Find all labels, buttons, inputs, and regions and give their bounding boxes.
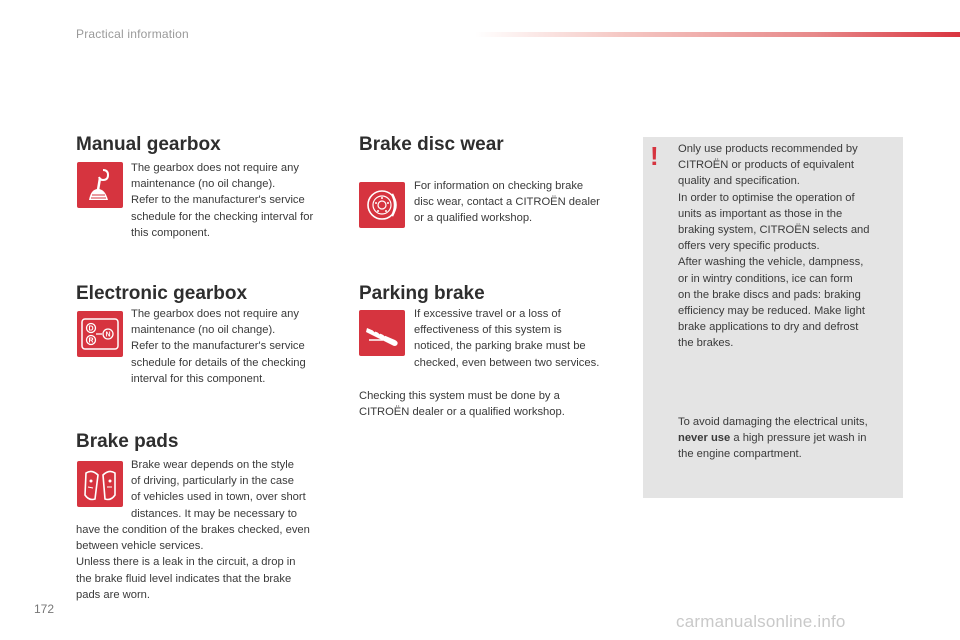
watermark: carmanualsonline.info xyxy=(676,612,846,631)
brake-pads-text-indented xyxy=(131,457,306,522)
text-line: this component. xyxy=(131,226,210,239)
gear-selector-icon xyxy=(77,311,123,357)
gear-letter-r: R xyxy=(88,337,94,345)
text-line: the engine compartment. xyxy=(678,448,802,461)
text-line: The gearbox does not require any xyxy=(131,308,299,320)
text-line: Refer to the manufacturer's service xyxy=(131,340,305,353)
text-line: brake applications to dry and defrost xyxy=(678,321,859,334)
parking-brake-title: Parking brake xyxy=(359,283,485,304)
text-line: of vehicles used in town, over short xyxy=(131,491,306,504)
text-line: maintenance (no oil change). xyxy=(131,178,276,191)
text-line: effectiveness of this system is xyxy=(414,324,562,337)
text-line: schedule for the checking interval for xyxy=(131,210,314,223)
brake-disc-wear-title: Brake disc wear xyxy=(359,134,504,155)
text-line: on the brake discs and pads: braking xyxy=(678,288,861,301)
text-line: have the condition of the brakes checked, even xyxy=(76,524,310,536)
text-line: Refer to the manufacturer's service xyxy=(131,194,305,207)
gear-letter-n: N xyxy=(105,331,111,339)
text-line: To avoid damaging the electrical units, xyxy=(678,416,868,428)
text-line: After washing the vehicle, dampness, xyxy=(678,256,864,269)
text-line: CITROËN dealer or a qualified workshop. xyxy=(359,406,565,419)
text-line: the brakes. xyxy=(678,337,734,350)
warning-exclamation-icon: ! xyxy=(650,141,659,171)
text-line: units as important as those in the xyxy=(678,207,843,220)
page-number: 172 xyxy=(34,602,55,616)
text-line: Unless there is a leak in the circuit, a drop in xyxy=(76,556,296,569)
text-line: If excessive travel or a loss of xyxy=(414,308,561,320)
gear-letter-d: D xyxy=(88,325,94,333)
brake-pads-text-full xyxy=(76,522,310,603)
brake-pads-icon xyxy=(77,461,123,507)
text-line: efficiency may be reduced. Make light xyxy=(678,305,865,318)
gear-lever-icon xyxy=(77,162,123,208)
text-line: distances. It may be necessary to xyxy=(131,507,298,520)
electrical-warning-text xyxy=(678,414,868,463)
text-line: offers very specific products. xyxy=(678,240,820,253)
text-line: or a qualified workshop. xyxy=(414,212,533,225)
text-line xyxy=(678,430,868,446)
electronic-gearbox-text xyxy=(131,306,306,387)
parking-brake-footer-text xyxy=(359,388,565,420)
manual-gearbox-text xyxy=(131,160,313,241)
text-line: For information on checking brake xyxy=(414,180,584,192)
warning-text xyxy=(678,141,870,352)
manual-gearbox-title: Manual gearbox xyxy=(76,134,221,155)
text-line: Brake wear depends on the style xyxy=(131,459,294,471)
brake-disc-wear-text xyxy=(414,178,600,227)
text-line: braking system, CITROËN selects and xyxy=(678,224,870,237)
text-line: the brake fluid level indicates that the brake xyxy=(76,572,292,585)
text-line: checked, even between two services. xyxy=(414,356,600,369)
text-line: interval for this component. xyxy=(131,372,266,385)
parking-brake-icon xyxy=(359,310,405,356)
text-line: disc wear, contact a CITROËN dealer xyxy=(414,196,600,209)
text-line: In order to optimise the operation of xyxy=(678,191,855,204)
text-line: quality and specification. xyxy=(678,175,800,188)
text-line: between vehicle services. xyxy=(76,540,204,553)
text-line: The gearbox does not require any xyxy=(131,162,299,174)
page-header-title: Practical information xyxy=(76,27,189,41)
text-span: a high pressure jet wash in xyxy=(730,432,867,445)
parking-brake-text xyxy=(414,306,599,371)
text-line: of driving, particularly in the case xyxy=(131,475,294,488)
text-line: maintenance (no oil change). xyxy=(131,324,276,337)
text-line: Only use products recommended by xyxy=(678,143,858,155)
text-line: Checking this system must be done by a xyxy=(359,390,560,402)
text-line: CITROËN or products of equivalent xyxy=(678,159,854,172)
never-use-emphasis: never use xyxy=(678,432,731,445)
text-line: schedule for details of the checking xyxy=(131,356,306,369)
brake-disc-icon xyxy=(359,182,405,228)
electronic-gearbox-title: Electronic gearbox xyxy=(76,283,248,304)
text-line: or in wintry conditions, ice can form xyxy=(678,272,853,285)
text-line: noticed, the parking brake must be xyxy=(414,340,586,353)
text-line: pads are worn. xyxy=(76,588,151,601)
header-accent-bar xyxy=(475,32,960,37)
brake-pads-title: Brake pads xyxy=(76,431,179,452)
